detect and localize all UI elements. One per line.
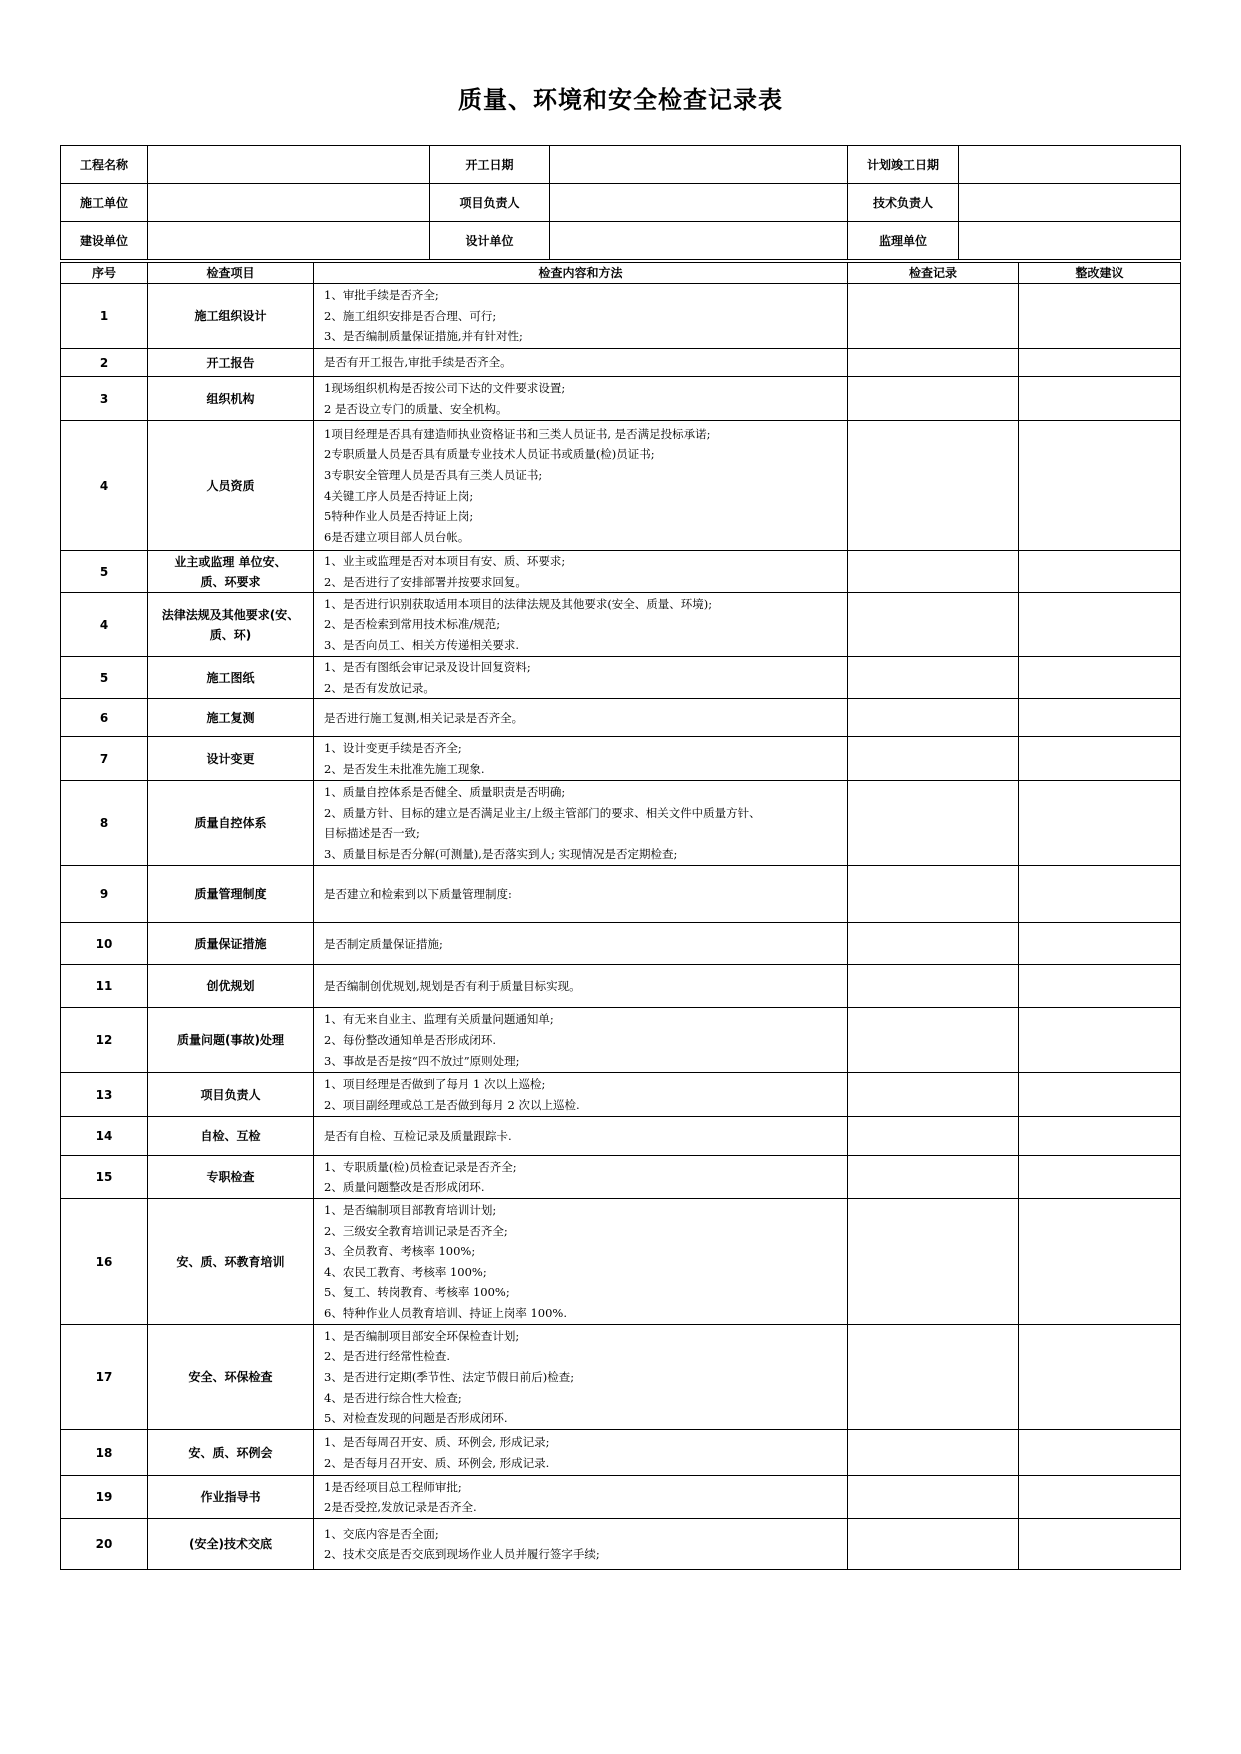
info-value-field[interactable] — [959, 184, 1181, 222]
check-content — [314, 1199, 848, 1325]
check-item — [148, 1008, 314, 1073]
table-row — [61, 551, 1181, 593]
check-content — [314, 965, 848, 1008]
check-content-line: 4、是否进行综合性大检查; — [324, 1390, 462, 1405]
inspection-record-field[interactable] — [848, 657, 1019, 699]
check-content — [314, 781, 848, 866]
rectification-advice-field[interactable] — [1019, 1008, 1181, 1073]
check-content — [314, 657, 848, 699]
table-row — [61, 1430, 1181, 1476]
check-content-line: 2、是否进行经常性检查. — [324, 1349, 450, 1364]
check-content — [314, 377, 848, 421]
check-item-line: 业主或监理 单位安、 — [174, 554, 287, 569]
table-row — [61, 1199, 1181, 1325]
info-value-field[interactable] — [550, 146, 848, 184]
inspection-record-field[interactable] — [848, 1008, 1019, 1073]
table-row — [61, 1008, 1181, 1073]
check-item-line: 作业指导书 — [200, 1490, 261, 1505]
inspection-record-field[interactable] — [848, 1476, 1019, 1519]
check-content — [314, 284, 848, 349]
check-content-line: 6是否建立项目部人员台帐。 — [324, 529, 470, 544]
rectification-advice-field[interactable] — [1019, 1476, 1181, 1519]
check-content-line: 3、是否进行定期(季节性、法定节假日前后)检查; — [324, 1370, 575, 1385]
row-number: 15 — [61, 1156, 148, 1199]
rectification-advice-field[interactable] — [1019, 1199, 1181, 1325]
check-item-line: 专职检查 — [206, 1170, 255, 1185]
check-content — [314, 1117, 848, 1156]
check-item — [148, 1519, 314, 1570]
check-content-line: 1、有无来自业主、监理有关质量问题通知单; — [324, 1012, 554, 1027]
rectification-advice-field[interactable] — [1019, 1117, 1181, 1156]
inspection-record-field[interactable] — [848, 866, 1019, 923]
inspection-record-field[interactable] — [848, 923, 1019, 965]
table-row — [61, 699, 1181, 737]
check-item — [148, 1325, 314, 1430]
check-content-line: 1、专职质量(检)员检查记录是否齐全; — [324, 1159, 517, 1174]
row-number: 8 — [61, 781, 148, 866]
check-content — [314, 421, 848, 551]
inspection-record-field[interactable] — [848, 1156, 1019, 1199]
table-row — [61, 1325, 1181, 1430]
check-content — [314, 1430, 848, 1476]
check-content-line: 2、质量方针、目标的建立是否满足业主/上级主管部门的要求、相关文件中质量方针、 — [324, 805, 761, 820]
check-content-line: 1、设计变更手续是否齐全; — [324, 741, 462, 756]
check-content-line: 2、是否检索到常用技术标准/规范; — [324, 617, 501, 632]
check-item — [148, 421, 314, 551]
inspection-record-field[interactable] — [848, 1199, 1019, 1325]
inspection-record-field[interactable] — [848, 421, 1019, 551]
row-number: 4 — [61, 593, 148, 657]
col-header-advice: 整改建议 — [1019, 263, 1181, 284]
check-item-line: 创优规划 — [206, 979, 255, 994]
table-row — [61, 965, 1181, 1008]
check-content-line: 1、审批手续是否齐全; — [324, 288, 439, 303]
check-content-line: 1项目经理是否具有建造师执业资格证书和三类人员证书, 是否满足投标承诺; — [324, 426, 711, 441]
inspection-record-field[interactable] — [848, 1430, 1019, 1476]
check-content-line: 1、交底内容是否全面; — [324, 1526, 439, 1541]
check-content-line: 2、三级安全教育培训记录是否齐全; — [324, 1223, 508, 1238]
check-content — [314, 1325, 848, 1430]
row-number: 20 — [61, 1519, 148, 1570]
check-item-line: 设计变更 — [206, 751, 255, 766]
check-item — [148, 1476, 314, 1519]
col-header-item: 检查项目 — [148, 263, 314, 284]
check-item — [148, 1117, 314, 1156]
check-item — [148, 699, 314, 737]
check-content-line: 2是否受控,发放记录是否齐全. — [324, 1500, 477, 1515]
rectification-advice-field[interactable] — [1019, 284, 1181, 349]
check-item-line: 人员资质 — [206, 478, 255, 493]
row-number: 13 — [61, 1073, 148, 1117]
check-item-line: 施工组织设计 — [194, 309, 267, 323]
check-content-line: 1、项目经理是否做到了每月 1 次以上巡检; — [324, 1077, 546, 1092]
info-value-field[interactable] — [959, 222, 1181, 260]
check-content-line: 2、是否有发放记录。 — [324, 680, 435, 695]
row-number: 5 — [61, 551, 148, 593]
check-item — [148, 1430, 314, 1476]
inspection-record-field[interactable] — [848, 551, 1019, 593]
row-number: 12 — [61, 1008, 148, 1073]
inspection-record-field[interactable] — [848, 965, 1019, 1008]
check-item — [148, 781, 314, 866]
check-content-line: 3、全员教育、考核率 100%; — [324, 1244, 476, 1259]
check-content-line: 1、是否进行识别获取适用本项目的法律法规及其他要求(安全、质量、环境); — [324, 596, 713, 611]
check-content-line: 2、项目副经理或总工是否做到每月 2 次以上巡检. — [324, 1097, 580, 1112]
info-value-field[interactable] — [550, 222, 848, 260]
inspection-record-field[interactable] — [848, 781, 1019, 866]
row-number: 9 — [61, 866, 148, 923]
check-content-line: 2、质量问题整改是否形成闭环. — [324, 1180, 485, 1195]
check-content-line: 1、是否有图纸会审记录及设计回复资料; — [324, 660, 531, 675]
check-item — [148, 593, 314, 657]
table-row — [61, 349, 1181, 377]
check-item-line: 施工复测 — [206, 710, 255, 725]
check-content-line: 3、事故是否是按“四不放过”原则处理; — [324, 1053, 520, 1068]
check-item — [148, 737, 314, 781]
table-row — [61, 1476, 1181, 1519]
row-number: 6 — [61, 699, 148, 737]
info-label: 建设单位 — [61, 222, 148, 260]
row-number: 7 — [61, 737, 148, 781]
check-content-line: 2、是否发生未批准先施工现象. — [324, 761, 485, 776]
check-item-line: 法律法规及其他要求(安、 — [161, 607, 300, 622]
rectification-advice-field[interactable] — [1019, 421, 1181, 551]
row-number: 19 — [61, 1476, 148, 1519]
row-number: 11 — [61, 965, 148, 1008]
col-header-content: 检查内容和方法 — [314, 263, 848, 284]
check-item — [148, 657, 314, 699]
table-row — [61, 377, 1181, 421]
check-content — [314, 699, 848, 737]
check-content-line: 2、是否进行了安排部署并按要求回复。 — [324, 574, 527, 589]
info-row — [61, 184, 1181, 222]
info-value-field[interactable] — [148, 184, 430, 222]
table-row — [61, 1117, 1181, 1156]
info-label: 施工单位 — [61, 184, 148, 222]
check-content-line: 1、质量自控体系是否健全、质量职责是否明确; — [324, 785, 566, 800]
check-content — [314, 1008, 848, 1073]
check-item — [148, 377, 314, 421]
check-content-line: 是否进行施工复测,相关记录是否齐全。 — [324, 710, 524, 725]
check-content-line: 3、是否编制质量保证措施,并有针对性; — [324, 329, 523, 344]
rectification-advice-field[interactable] — [1019, 1519, 1181, 1570]
rectification-advice-field[interactable] — [1019, 965, 1181, 1008]
inspection-record-field[interactable] — [848, 1325, 1019, 1430]
check-content — [314, 866, 848, 923]
check-item-line: (安全)技术交底 — [189, 1537, 272, 1552]
row-number: 18 — [61, 1430, 148, 1476]
check-item-line: 质、环) — [209, 627, 252, 642]
info-value-field[interactable] — [550, 184, 848, 222]
rectification-advice-field[interactable] — [1019, 866, 1181, 923]
check-content-line: 1、是否编制项目部安全环保检查计划; — [324, 1328, 520, 1343]
inspection-record-field[interactable] — [848, 284, 1019, 349]
check-content-line: 是否制定质量保证措施; — [324, 936, 443, 951]
check-content-line: 1、是否每周召开安、质、环例会, 形成记录; — [324, 1435, 550, 1450]
check-content — [314, 1073, 848, 1117]
row-number: 3 — [61, 377, 148, 421]
check-item — [148, 551, 314, 593]
table-row — [61, 1073, 1181, 1117]
check-content-line: 2、施工组织安排是否合理、可行; — [324, 308, 497, 323]
check-content-line: 是否有开工报告,审批手续是否齐全。 — [324, 355, 512, 370]
check-content — [314, 349, 848, 377]
info-label: 工程名称 — [61, 146, 148, 184]
rectification-advice-field[interactable] — [1019, 1430, 1181, 1476]
rectification-advice-field[interactable] — [1019, 349, 1181, 377]
check-content-line: 3、质量目标是否分解(可测量),是否落实到人; 实现情况是否定期检查; — [324, 846, 678, 861]
check-content-line: 1、是否编制项目部教育培训计划; — [324, 1203, 497, 1218]
check-content-line: 6、特种作业人员教育培训、持证上岗率 100%. — [324, 1306, 568, 1321]
project-info-table — [60, 145, 1181, 260]
row-number: 1 — [61, 284, 148, 349]
check-item-line: 质量保证措施 — [194, 936, 267, 951]
check-content-line: 2 是否设立专门的质量、安全机构。 — [324, 401, 508, 416]
rectification-advice-field[interactable] — [1019, 593, 1181, 657]
inspection-record-field[interactable] — [848, 1117, 1019, 1156]
check-content-line: 是否有自检、互检记录及质量跟踪卡. — [324, 1129, 512, 1144]
rectification-advice-field[interactable] — [1019, 781, 1181, 866]
check-item-line: 自检、互检 — [200, 1129, 261, 1144]
check-content — [314, 1476, 848, 1519]
info-label: 设计单位 — [430, 222, 550, 260]
inspection-record-field[interactable] — [848, 737, 1019, 781]
table-row — [61, 923, 1181, 965]
check-item-line: 质量自控体系 — [194, 816, 267, 831]
check-item-line: 质量问题(事故)处理 — [177, 1033, 284, 1048]
check-item — [148, 965, 314, 1008]
check-content — [314, 737, 848, 781]
check-content-line: 2、每份整改通知单是否形成闭环. — [324, 1033, 496, 1048]
check-content — [314, 1156, 848, 1199]
check-item-line: 质、环要求 — [200, 574, 261, 589]
check-item-line: 安、质、环例会 — [188, 1445, 273, 1460]
check-content-line: 1是否经项目总工程师审批; — [324, 1479, 462, 1494]
table-row — [61, 737, 1181, 781]
info-value-field[interactable] — [148, 146, 430, 184]
info-row — [61, 146, 1181, 184]
info-value-field[interactable] — [959, 146, 1181, 184]
table-row — [61, 1156, 1181, 1199]
inspection-record-field[interactable] — [848, 593, 1019, 657]
rectification-advice-field[interactable] — [1019, 1325, 1181, 1430]
row-number: 4 — [61, 421, 148, 551]
check-content-line: 1现场组织机构是否按公司下达的文件要求设置; — [324, 380, 566, 395]
check-content-line: 4、农民工教育、考核率 100%; — [324, 1264, 487, 1279]
check-item — [148, 1156, 314, 1199]
rectification-advice-field[interactable] — [1019, 1073, 1181, 1117]
check-content-line: 2专职质量人员是否具有质量专业技术人员证书或质量(检)员证书; — [324, 447, 655, 462]
rectification-advice-field[interactable] — [1019, 1156, 1181, 1199]
info-label: 开工日期 — [430, 146, 550, 184]
rectification-advice-field[interactable] — [1019, 551, 1181, 593]
check-content-line: 是否编制创优规划,规划是否有利于质量目标实现。 — [324, 979, 581, 994]
inspection-record-field[interactable] — [848, 349, 1019, 377]
info-label: 计划竣工日期 — [848, 146, 959, 184]
check-content — [314, 1519, 848, 1570]
check-item-line: 开工报告 — [206, 355, 255, 370]
col-header-record: 检查记录 — [848, 263, 1019, 284]
rectification-advice-field[interactable] — [1019, 657, 1181, 699]
check-item-line: 安、质、环教育培训 — [176, 1254, 285, 1269]
inspection-record-field[interactable] — [848, 699, 1019, 737]
check-item-line: 质量管理制度 — [194, 887, 267, 902]
check-item-line: 施工图纸 — [206, 670, 255, 685]
row-number: 2 — [61, 349, 148, 377]
page-title: 质量、环境和安全检查记录表 — [458, 86, 783, 114]
table-row — [61, 866, 1181, 923]
row-number: 10 — [61, 923, 148, 965]
check-item — [148, 1073, 314, 1117]
rectification-advice-field[interactable] — [1019, 923, 1181, 965]
check-content-line: 是否建立和检索到以下质量管理制度: — [324, 887, 512, 902]
check-item-line: 项目负责人 — [200, 1087, 261, 1102]
table-row — [61, 1519, 1181, 1570]
check-content-line: 4关键工序人员是否持证上岗; — [324, 488, 474, 503]
check-item — [148, 866, 314, 923]
info-label: 监理单位 — [848, 222, 959, 260]
check-content-line: 目标描述是否一致; — [324, 826, 420, 841]
inspection-record-field[interactable] — [848, 1519, 1019, 1570]
table-row — [61, 284, 1181, 349]
table-row — [61, 421, 1181, 551]
check-content-line: 3、是否向员工、相关方传递相关要求. — [324, 637, 519, 652]
info-label: 项目负责人 — [430, 184, 550, 222]
info-value-field[interactable] — [148, 222, 430, 260]
row-number: 17 — [61, 1325, 148, 1430]
inspection-record-field[interactable] — [848, 377, 1019, 421]
row-number: 14 — [61, 1117, 148, 1156]
check-content — [314, 593, 848, 657]
check-content-line: 2、技术交底是否交底到现场作业人员并履行签字手续; — [324, 1547, 600, 1562]
check-content-line: 5特种作业人员是否持证上岗; — [324, 509, 474, 524]
check-content — [314, 923, 848, 965]
check-item-line: 安全、环保检查 — [188, 1370, 273, 1385]
check-item — [148, 284, 314, 349]
row-number: 16 — [61, 1199, 148, 1325]
check-item — [148, 349, 314, 377]
rectification-advice-field[interactable] — [1019, 737, 1181, 781]
table-row — [61, 593, 1181, 657]
check-item-line: 组织机构 — [206, 391, 255, 406]
check-content-line: 5、对检查发现的问题是否形成闭环. — [324, 1411, 508, 1426]
inspection-record-field[interactable] — [848, 1073, 1019, 1117]
rectification-advice-field[interactable] — [1019, 699, 1181, 737]
check-content-line: 3专职安全管理人员是否具有三类人员证书; — [324, 467, 543, 482]
check-content — [314, 551, 848, 593]
inspection-table — [60, 262, 1181, 1570]
rectification-advice-field[interactable] — [1019, 377, 1181, 421]
check-item — [148, 1199, 314, 1325]
col-header-no: 序号 — [61, 263, 148, 284]
table-row — [61, 657, 1181, 699]
table-header-row — [61, 263, 1181, 284]
check-item — [148, 923, 314, 965]
table-row — [61, 781, 1181, 866]
info-label: 技术负责人 — [848, 184, 959, 222]
check-content-line: 5、复工、转岗教育、考核率 100%; — [324, 1285, 510, 1300]
check-content-line: 2、是否每月召开安、质、环例会, 形成记录. — [324, 1455, 550, 1470]
check-content-line: 1、业主或监理是否对本项目有安、质、环要求; — [324, 554, 566, 568]
info-row — [61, 222, 1181, 260]
row-number: 5 — [61, 657, 148, 699]
